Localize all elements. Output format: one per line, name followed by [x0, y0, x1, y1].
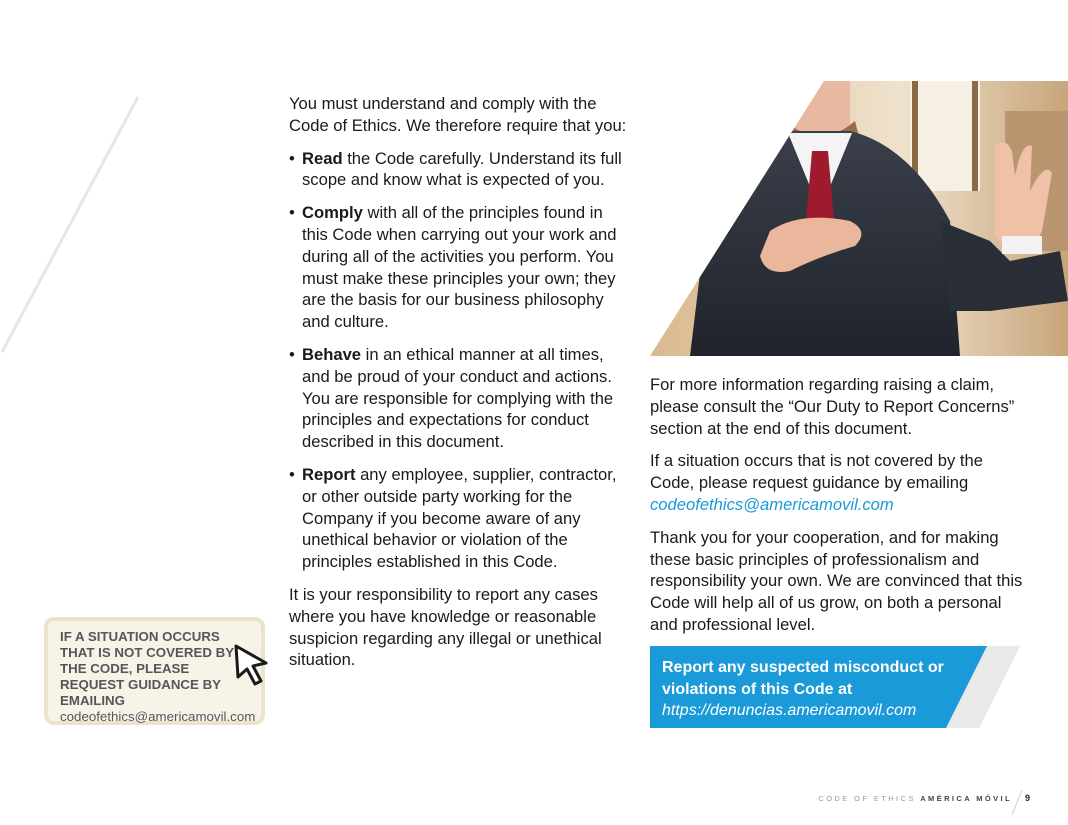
- banner-line1: Report any suspected misconduct or: [662, 659, 944, 676]
- page-footer: [818, 793, 1030, 803]
- report-banner: [650, 646, 1020, 728]
- callout-heading: IF A SITUATION OCCURS THAT IS NOT COVERED BY THE CODE, PLEASE REQUEST GUIDANCE BY EMAILING: [60, 629, 234, 708]
- callout-email[interactable]: codeofethics@americamovil.com: [60, 709, 256, 724]
- list-item-comply: • Comply with all of the principles found in this Code when carrying out your work and during all of the activities you perform. You must make these principles your own; they are the basis for our business philosophy and culture.: [289, 202, 631, 333]
- requirements-list: [289, 148, 631, 573]
- responsibility-paragraph: It is your responsibility to report any cases where you have knowledge or reasonable suspicion regarding any illegal or unethical situation.: [289, 584, 602, 670]
- intro-paragraph: You must understand and comply with the Code of Ethics. We therefore require that you:: [289, 94, 627, 135]
- more-info-paragraph: For more information regarding raising a claim, please consult the “Our Duty to Report Concerns” section at the end of this document.: [650, 375, 1015, 438]
- thank-you-paragraph: Thank you for your cooperation, and for making these basic principles of professionalism and responsibility your own. We are convinced that this Code will help all of us grow, on both a personal and professional level.: [650, 527, 1023, 634]
- footer-brand: AMÉRICA MÓVIL: [920, 793, 1012, 803]
- guidance-callout: [44, 617, 265, 725]
- ethics-email-link[interactable]: codeofethics@americamovil.com: [650, 494, 894, 514]
- banner-line2: violations of this Code at: [662, 680, 853, 698]
- page-number: 9: [1024, 793, 1030, 803]
- right-text-column: [650, 374, 1030, 647]
- list-item-behave: • Behave in an ethical manner at all times, and be proud of your conduct and actions. You are responsible for complying with the principles and expectations for conduct described in this document.: [289, 344, 631, 453]
- reporting-url-link[interactable]: https://denuncias.americamovil.com: [662, 702, 917, 719]
- main-text-column: [289, 93, 631, 682]
- cursor-arrow-icon: [232, 643, 272, 687]
- footer-code-label: CODE OF ETHICS: [818, 793, 916, 803]
- guidance-paragraph: If a situation occurs that is not covered by the Code, please request guidance by emailing codeofethics@americamovil.com: [650, 451, 983, 514]
- list-item-report: • Report any employee, supplier, contractor, or other outside party working for the Company if you become aware of any unethical behavior or violation of the principles established in this Code.: [289, 464, 631, 573]
- list-item-read: • Read the Code carefully. Understand its full scope and know what is expected of you.: [289, 148, 631, 192]
